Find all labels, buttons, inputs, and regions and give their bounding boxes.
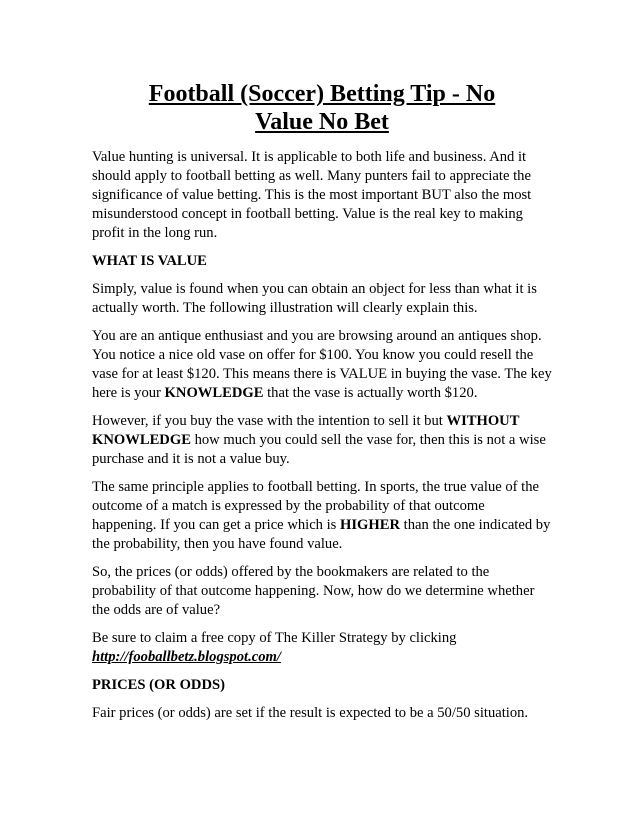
claim-text: Be sure to claim a free copy of The Killer Strategy by clicking (92, 630, 457, 646)
blog-link[interactable]: http://fooballbetz.blogspot.com/ (92, 649, 281, 665)
antique-text-b: that the vase is actually worth $120. (263, 385, 478, 401)
heading-prices-or-odds: PRICES (OR ODDS) (92, 677, 225, 693)
same-higher-bold: HIGHER (340, 517, 401, 533)
paragraph-same-principle (92, 478, 552, 554)
antique-text-a: You are an antique enthusiast and you are browsing around an antiques shop. You notice a nice old vase on offer for $100. You know you could resell the vase for at least $120. This means there is VALUE in buying the vase. The key here is your (92, 328, 552, 401)
title-line-2: Value No Bet (255, 109, 389, 135)
however-without-knowledge-bold: WITHOUT KNOWLEDGE (92, 413, 520, 448)
antique-knowledge-bold: KNOWLEDGE (164, 385, 264, 401)
paragraph-however (92, 412, 552, 469)
however-text-a: However, if you buy the vase with the intention to sell it but (92, 413, 447, 429)
same-text-a: The same principle applies to football betting. In sports, the true value of the outcome of a match is expressed by the probability of that outcome happening. If you can get a price which is (92, 479, 540, 533)
paragraph-antique (92, 327, 552, 403)
paragraph-claim (92, 629, 552, 667)
heading-what-is-value: WHAT IS VALUE (92, 253, 207, 269)
document-title (92, 80, 552, 136)
same-text-b: than the one indicated by the probability, then you have found value. (92, 517, 551, 552)
however-text-b: how much you could sell the vase for, then this is not a wise purchase and it is not a value buy. (92, 432, 546, 467)
document-page (92, 80, 552, 732)
intro-paragraph: Value hunting is universal. It is applicable to both life and business. And it should apply to football betting as well. Many punters fail to appreciate the significance of value betting. This is the most important BUT also the most misunderstood concept in football betting. Value is the real key to making profit in the long run. (92, 149, 532, 241)
paragraph-so-prices: So, the prices (or odds) offered by the bookmakers are related to the probability of that outcome happening. Now, how do we determine whether the odds are of value? (92, 564, 535, 618)
paragraph-simply: Simply, value is found when you can obtain an object for less than what it is actually worth. The following illustration will clearly explain this. (92, 281, 537, 316)
paragraph-fair-prices: Fair prices (or odds) are set if the result is expected to be a 50/50 situation. (92, 705, 529, 721)
title-line-1: Football (Soccer) Betting Tip - No (148, 81, 496, 107)
